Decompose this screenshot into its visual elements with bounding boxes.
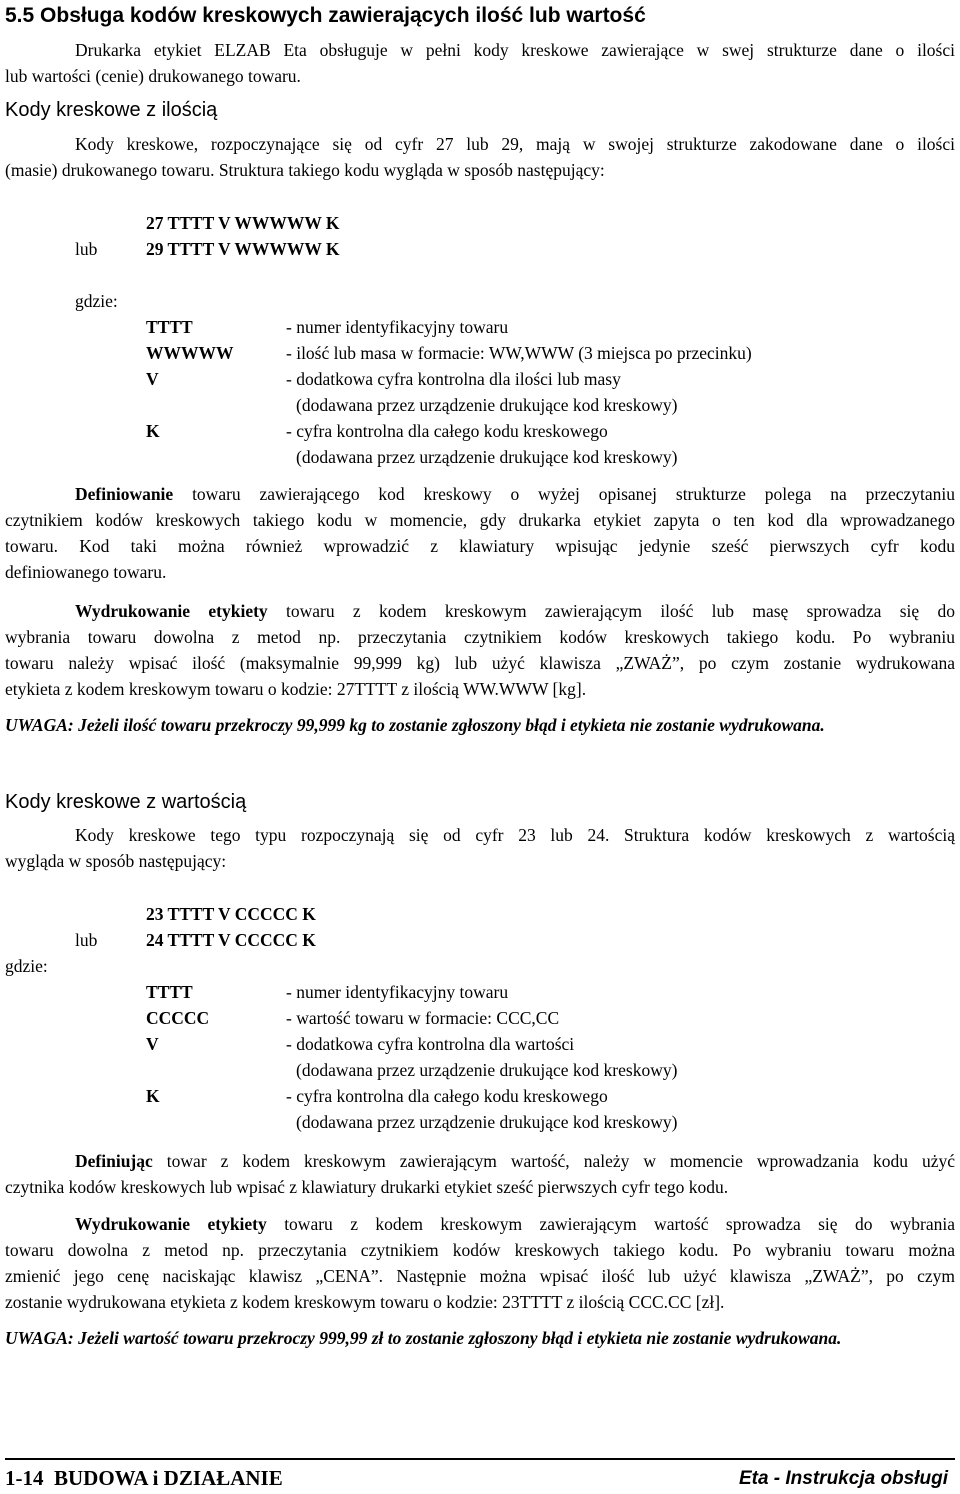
warning-note: UWAGA: Jeżeli ilość towaru przekroczy 99,999 kg to zostanie zgłoszony błąd i etykieta nie zostanie wydrukowana. [5,715,825,735]
subsection-heading-value: Kody kreskowe z wartością [5,791,247,813]
paragraph-line: definiowanego towaru. [5,562,167,582]
code-format: 23 TTTT V CCCCC K [146,904,316,924]
paragraph-line: towaru dowolna z metod np. przeczytania czytnikiem kodów kreskowych takiego kodu. Po wybraniu towaru można [5,1240,955,1260]
or-label: lub [75,930,98,950]
def-desc: - cyfra kontrolna dla całego kodu kreskowego [286,421,608,441]
paragraph-line [75,1211,955,1237]
def-desc: - ilość lub masa w formacie: WW,WWW (3 miejsca po przecinku) [286,343,752,363]
paragraph-line: zmienić jego cenę naciskając klawisz „CENA”. Następnie można wpisać ilość lub użyć klawisza „ZWAŻ”, po czym [5,1266,955,1286]
def-desc: - numer identyfikacyjny towaru [286,317,509,337]
paragraph-line: wybrania towaru dowolna z metod np. przeczytania czytnikiem kodów kreskowych takiego kodu. Po wybraniu [5,627,955,647]
footer-doc-title: Eta - Instrukcja obsługi [738,1468,948,1489]
paragraph-line: towaru. Kod taki można również wprowadzić z klawiatury wpisując jedynie sześć pierwszych cyfr kodu [5,536,955,556]
def-desc: - dodatkowa cyfra kontrolna dla ilości lub masy [286,369,621,389]
paragraph-line: czytnikiem kodów kreskowych takiego kodu w momencie, gdy drukarka etykiet zapyta o ten kod dla wprowadzanego [5,510,955,530]
paragraph-line: Kody kreskowe, rozpoczynające się od cyfr 27 lub 29, mają w swojej strukturze zakodowane dane o ilości [75,134,955,154]
paragraph-line: czytnika kodów kreskowych lub wpisać z klawiatury drukarki etykiet sześć pierwszych cyfr tego kodu. [5,1177,729,1197]
def-desc: (dodawana przez urządzenie drukujące kod kreskowy) [296,395,678,415]
def-term: TTTT [146,317,193,337]
def-desc: (dodawana przez urządzenie drukujące kod kreskowy) [296,1060,678,1080]
def-desc: - cyfra kontrolna dla całego kodu kreskowego [286,1086,608,1106]
def-desc: - wartość towaru w formacie: CCC,CC [286,1008,560,1028]
bold-term: Wydrukowanie etykiety [75,1214,267,1234]
code-format: 29 TTTT V WWWWW K [146,239,340,259]
def-desc: - dodatkowa cyfra kontrolna dla wartości [286,1034,575,1054]
def-term: CCCCC [146,1008,210,1028]
paragraph-line: wygląda w sposób następujący: [5,851,227,871]
paragraph-line [75,598,955,624]
paragraph-line: zostanie wydrukowana etykieta z kodem kreskowym towaru o kodzie: 23TTTT z ilością CCC.CC [zł]. [5,1292,725,1312]
warning-note: UWAGA: Jeżeli wartość towaru przekroczy 999,99 zł to zostanie zgłoszony błąd i etykieta nie zostanie wydrukowana. [5,1328,842,1348]
section-title: 5.5 Obsługa kodów kreskowych zawierających ilość lub wartość [5,4,646,27]
def-term: V [146,1034,159,1054]
def-term: WWWWW [146,343,234,363]
intro-line: Drukarka etykiet ELZAB Eta obsługuje w pełni kody kreskowe zawierające w swej strukturze dane o ilości [75,40,955,60]
def-term: K [146,1086,160,1106]
bold-term: Wydrukowanie etykiety [75,601,268,621]
footer-page-label: 1-14 BUDOWA i DZIAŁANIE [5,1466,283,1490]
paragraph-text: towaru z kodem kreskowym zawierającym wartość sprowadza się do wybrania [284,1214,956,1234]
paragraph-line: etykieta z kodem kreskowym towaru o kodzie: 27TTTT z ilością WW.WWW [kg]. [5,679,587,699]
paragraph-text: towaru z kodem kreskowym zawierającym ilość lub masę sprowadza się do [285,601,955,621]
paragraph-line [75,1148,955,1174]
bold-term: Definiując [75,1151,153,1171]
paragraph-text: towar z kodem kreskowym zawierającym wartość, należy w momencie wprowadzania kodu użyć [166,1151,955,1171]
where-label: gdzie: [75,291,118,311]
def-term: TTTT [146,982,193,1002]
paragraph-line: Kody kreskowe tego typu rozpoczynają się od cyfr 23 lub 24. Struktura kodów kreskowych z wartością [75,825,955,845]
def-desc: (dodawana przez urządzenie drukujące kod kreskowy) [296,1112,678,1132]
footer-divider [5,1458,955,1460]
subsection-heading-quantity: Kody kreskowe z ilością [5,99,218,121]
def-term: V [146,369,159,389]
paragraph-line [75,481,955,507]
code-format: 24 TTTT V CCCCC K [146,930,316,950]
paragraph-line: (masie) drukowanego towaru. Struktura takiego kodu wygląda w sposób następujący: [5,160,605,180]
code-format: 27 TTTT V WWWWW K [146,213,340,233]
or-label: lub [75,239,98,259]
paragraph-line: towaru należy wpisać ilość (maksymalnie 99,999 kg) lub użyć klawisza „ZWAŻ”, po czym zostanie wydrukowana [5,653,955,673]
paragraph-text: towaru zawierającego kod kreskowy o wyżej opisanej strukturze polega na przeczytaniu [192,484,955,504]
where-label: gdzie: [5,956,48,976]
def-desc: - numer identyfikacyjny towaru [286,982,509,1002]
def-term: K [146,421,160,441]
bold-term: Definiowanie [75,484,174,504]
intro-line: lub wartości (cenie) drukowanego towaru. [5,66,301,86]
def-desc: (dodawana przez urządzenie drukujące kod kreskowy) [296,447,678,467]
